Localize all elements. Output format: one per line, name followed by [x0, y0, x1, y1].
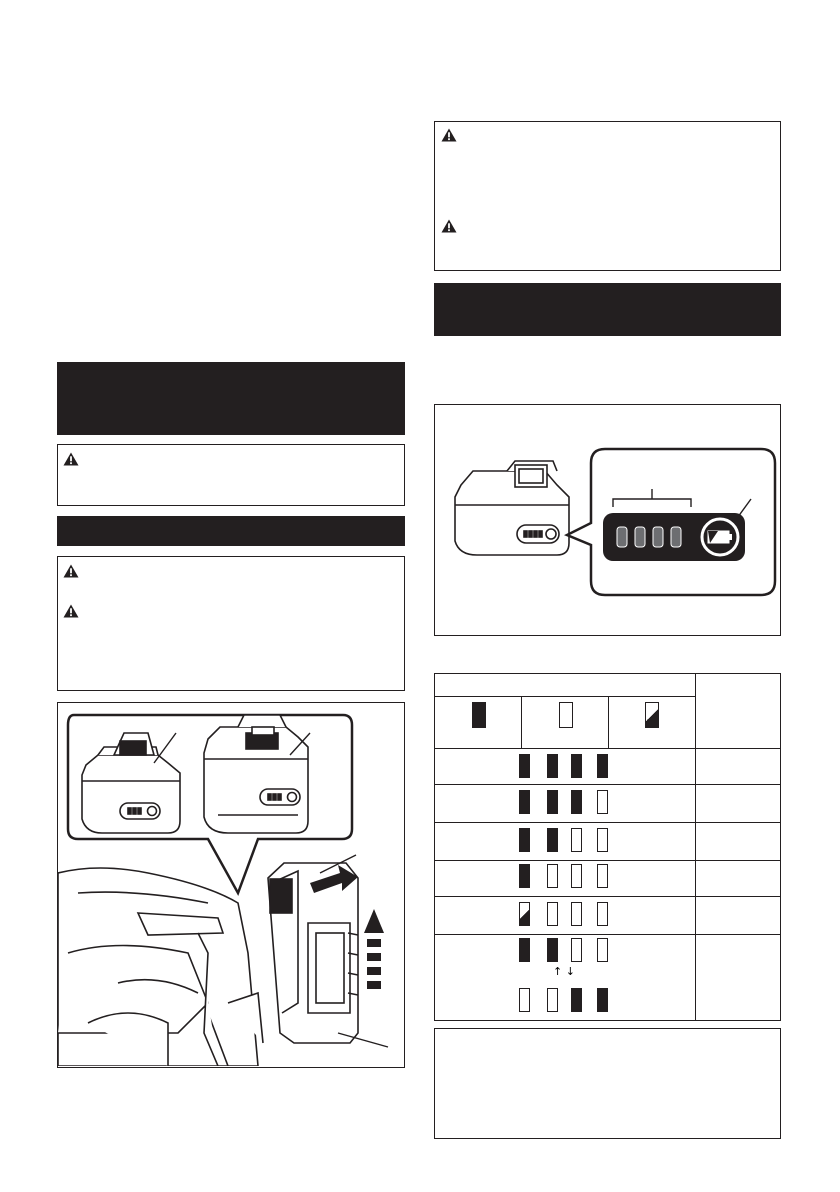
- warning-triangle-icon: [63, 604, 79, 618]
- lamp-segment: [597, 902, 608, 926]
- lamp-segment: [571, 938, 582, 962]
- lamp-segment: [571, 790, 582, 814]
- warning-triangle-icon: [63, 564, 79, 578]
- warning-triangle-icon: [441, 219, 457, 233]
- legend-blinking-icon: [645, 702, 659, 728]
- lamp-segment: [519, 902, 530, 926]
- caution-box-1: [57, 444, 405, 506]
- section-header-bar-small: [57, 516, 405, 546]
- indicator-table: [434, 673, 781, 1021]
- lamp-segment: [547, 754, 558, 778]
- figure-indicator: [434, 404, 781, 636]
- section-header-bar-large: [57, 362, 405, 435]
- lamp-segment: [547, 828, 558, 852]
- tool-body: [58, 868, 263, 1066]
- battery-cartridge-right: [204, 715, 308, 833]
- battery-install-illustration: [58, 703, 403, 1066]
- lamp-segment: [597, 828, 608, 852]
- lamp-segment: [547, 938, 558, 962]
- lamp-segment: [597, 864, 608, 888]
- lamp-segment: [547, 790, 558, 814]
- lamp-segment-alt: [519, 988, 530, 1012]
- lamp-segment: [597, 754, 608, 778]
- caution-box-2: [57, 556, 405, 691]
- indicator-illustration: [435, 405, 779, 634]
- battery-cartridge: [455, 461, 569, 555]
- caution-box-top: [434, 121, 781, 271]
- battery-check-icon: [708, 531, 732, 543]
- lamp-segment: [547, 864, 558, 888]
- lamp-segment: [519, 938, 530, 962]
- lamp-segment-alt: [597, 988, 608, 1012]
- lamp-segment: [571, 864, 582, 888]
- figure-battery-install: [57, 702, 405, 1068]
- lamp-segment: [519, 864, 530, 888]
- lamp-segment-alt: [547, 988, 558, 1012]
- warning-triangle-icon: [63, 452, 79, 466]
- lamp-segment: [597, 790, 608, 814]
- state-arrows: ↑ ↓: [553, 965, 575, 978]
- warning-triangle-icon: [441, 128, 457, 142]
- lamp-segment-alt: [571, 988, 582, 1012]
- lamp-segment: [519, 790, 530, 814]
- lamp-segment: [571, 902, 582, 926]
- legend-off-icon: [559, 702, 573, 728]
- note-box: [434, 1028, 781, 1139]
- lamp-segment: [547, 902, 558, 926]
- legend-lighted-icon: [472, 702, 486, 728]
- section-header-bar-right: [434, 283, 781, 336]
- lamp-segment: [519, 828, 530, 852]
- lamp-segment: [571, 754, 582, 778]
- insert-arrow-icon: [364, 909, 384, 989]
- lamp-segment: [597, 938, 608, 962]
- lamp-segment: [519, 754, 530, 778]
- lamp-segment: [571, 828, 582, 852]
